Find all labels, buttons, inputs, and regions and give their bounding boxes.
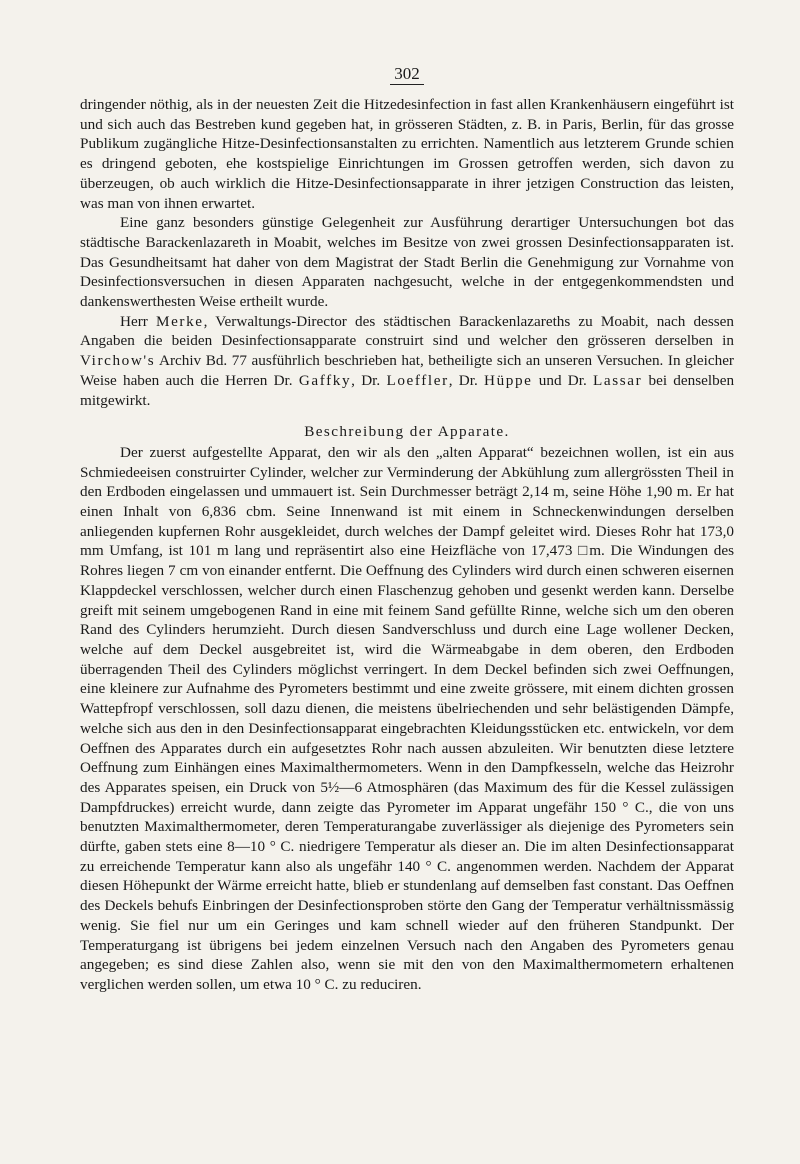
page-number: 302 [80,64,734,85]
text-run: , Verwaltungs-Director des städtischen Barackenlazareths zu Moabit, nach dessen Angaben die beiden Desinfectionsapparate construirt sind und welcher den grösseren derselben in [80,312,735,350]
text-run: bei denselben mitgewirkt. [80,371,735,409]
person-name-merke: Merke [155,312,204,330]
paragraph-3 [80,312,734,411]
paragraph-2: Eine ganz besonders günstige Gelegenheit zur Ausführung derartiger Untersuchungen bot das städtische Barackenlazareth in Moabit, welches im Besitze von zwei grossen Desinfectionsapparaten ist. Das Gesundheitsamt hat daher von dem Magistrat der Stadt Berlin die Genehmigung zur Vornahme von Desinfectionsversuchen in diesen Apparaten nachgesucht, welche in der entgegenkommendsten und dankenswerthesten Weise ertheilt wurde. [80,214,734,311]
text-run: , Dr. [448,371,485,389]
text-run: , Dr. [351,371,387,389]
person-name-virchow: Virchow's [80,352,156,370]
text-run: und Dr. [532,371,594,389]
person-name-loeffler: Loeffler [386,371,449,389]
section-heading: Beschreibung der Apparate. [304,423,510,441]
paragraph-4: Der zuerst aufgestellte Apparat, den wir als den „alten Apparat“ bezeichnen wollen, ist ein aus Schmiedeeisen construirter Cylinder, welcher zur Verminderung der Abkühlung zum allergrössten Theil in den Erdboden eingelassen und ummauert ist. Sein Durchmesser beträgt 2,14 m, seine Höhe 1,90 m. Er hat einen Inhalt von 6,836 cbm. Seine Innenwand ist mit einem in Schneckenwindungen derselben anliegenden kupfernen Rohr ausgekleidet, durch welches der Dampf geleitet wird. Dieses Rohr hat 173,0 mm Umfang, ist 101 m lang und repräsentirt also eine Heizfläche von 17,473 □m. Die Windungen des Rohres liegen 7 cm von einander entfernt. Die Oeffnung des Cylinders wird durch einen schweren eisernen Klappdeckel verschlossen, welcher durch einen Flaschenzug gehoben und gesenkt werden kann. Derselbe greift mit seinem umgebogenen Rand in eine mit feinem Sand gefüllte Rinne, welche sich um den oberen Rand des Cylinders herumzieht. Durch diesen Sandverschluss und durch eine Lage wollener Decken, welche auf dem Deckel ausgebreitet ist, wird die Wärmeabgabe in dem oberen, den Erdboden überragenden Theil des Cylinders möglichst verringert. In dem Deckel befinden sich zwei Oeffnungen, eine kleinere zur Aufnahme des Pyrometers bestimmt und eine zweite grössere, mit einem dichten grossen Wattepfropf verschlossen, soll dazu dienen, die meistens übelriechenden und sehr belästigenden Dämpfe, welche sich aus den in den Desinfectionsapparat eingebrachten Kleidungsstücken etc. entwickeln, vor dem Oeffnen des Apparates durch ein aufgesetztes Rohr nach aussen abzuleiten. Wir benutzten diese letztere Oeffnung zum Einhängen eines Maximalthermometers. Wenn in den Dampfkesseln, welche das Heizrohr des Apparates speisen, ein Druck von 5½—6 Atmosphären (das Maximum des für die Kessel zulässigen Dampfdruckes) erreicht wurde, dann zeigte das Pyrometer im Apparat ungefähr 150 ° C., die von uns benutzten Maximalthermometer, deren Temperaturangabe zuverlässiger als diejenige des Pyrometers sein dürfte, gaben stets eine 8—10 ° C. niedrigere Temperatur als dieser an. Die im alten Desinfectionsapparat zu erreichende Temperatur kann also als ungefähr 140 ° C. angenommen werden. Nachdem der Apparat diesen Höhepunkt der Wärme erreicht hatte, blieb er stundenlang auf demselben fast constant. Das Oeffnen des Deckels behufs Einbringen der Desinfectionsproben störte den Gang der Temperatur verhältnissmässig wenig. Sie fiel nur um ein Geringes und kam schnell wieder auf den früheren Standpunkt. Der Temperaturgang ist übrigens bei jedem einzelnen Versuch nach den Angaben des Pyrometers genau angegeben; es sind diese Zahlen also, wenn sie mit den von den Maximalthermometern erhaltenen verglichen werden sollen, um etwa 10 ° C. zu reduciren. [80,443,734,993]
text-run: Archiv Bd. 77 ausführlich beschrieben hat, betheiligte sich an unseren Versuchen. In gleicher Weise haben auch die Herren Dr. [80,352,734,389]
person-name-hueppe: Hüppe [484,371,533,389]
person-name-gaffky: Gaffky [298,371,352,389]
paragraph-1: dringender nöthig, als in der neuesten Zeit die Hitzedesinfection in fast allen Krankenhäusern eingeführt ist und sich auch das Bestreben kund gegeben hat, in grösseren Städten, z. B. in Paris, Berlin, für das grosse Publikum zugängliche Hitze-Desinfectionsanstalten zu errichten. Namentlich aus letzterem Grunde schien es dringend geboten, ehe kostspielige Einrichtungen im Grossen getroffen werden, sich davon zu überzeugen, ob auch wirklich die Hitze-Desinfectionsapparate in ihrer jetzigen Construction das leisten, was man von ihnen erwartet. [80,96,734,212]
person-name-lassar: Lassar [593,371,643,389]
text-run: Herr [120,312,156,330]
